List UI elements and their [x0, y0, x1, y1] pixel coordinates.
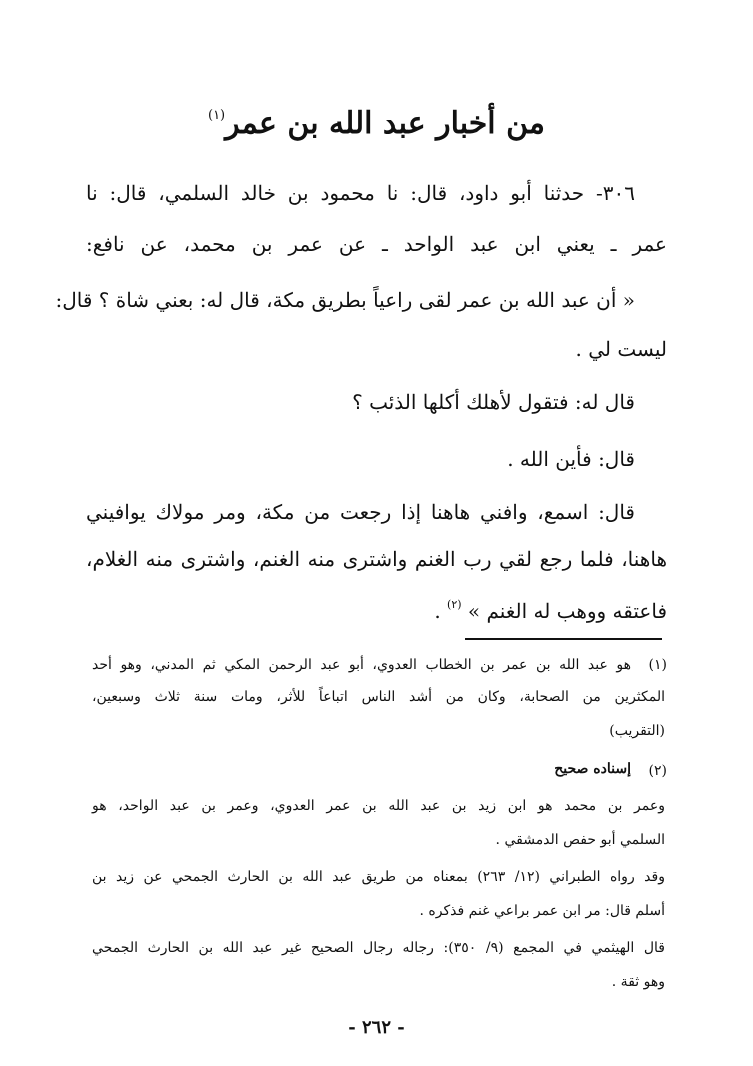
hadith-line: فاعتقه ووهب له الغنم » [467, 599, 667, 623]
page-number: - ٢٦٢ - [348, 1017, 405, 1038]
footnote-separator [465, 638, 662, 640]
footnote-1-line: هو عبد الله بن عمر بن الخطاب العدوي، أبو عبد الرحمن المكي ثم المدني، وهو أحد [92, 657, 631, 673]
title-footnote-mark: (١) [207, 108, 226, 123]
hadith-last-line [86, 590, 667, 626]
hadith-line: ليست لي . [575, 337, 667, 361]
hadith-line: ٣٠٦- حدثنا أبو داود، قال: نا محمود بن خالد السلمي، قال: نا [86, 181, 635, 205]
footnote-2-line: أسلم قال: مر ابن عمر براعي غنم فذكره . [419, 903, 665, 919]
hadith-line: عمر ـ يعني ابن عبد الواحد ـ عن عمر بن محمد، عن نافع: [86, 232, 667, 256]
page-title [0, 96, 753, 144]
footnote-2-line: وهو ثقة . [611, 974, 665, 990]
footnote-2-line: قال الهيثمي في المجمع (٩/ ٣٥٠): رجاله رجال الصحيح غير عبد الله بن الحارث الجمحي [92, 940, 665, 956]
hadith-line: قال له: فتقول لأهلك أكلها الذئب ؟ [352, 390, 635, 414]
footnote-2-line: وقد رواه الطبراني (١٢/ ٢٦٣) بمعناه من طريق عبد الله بن الحارث الجمحي عن زيد بن [92, 869, 665, 885]
title-text: من أخبار عبد الله بن عمر [225, 106, 545, 141]
hadith-line: قال: اسمع، وافني هاهنا إذا رجعت من مكة، ومر مولاك يوافيني [86, 500, 635, 524]
hadith-line: « أن عبد الله بن عمر لقى راعياً بطريق مكة، قال له: بعني شاة ؟ قال: [55, 288, 635, 312]
footnote-1-number: (١) [648, 657, 667, 673]
hadith-end-dot: . [434, 599, 441, 623]
footnote-2-line: وعمر بن محمد هو ابن زيد بن عبد الله بن عمر العدوي، وعمر بن عبد الواحد، هو [92, 798, 665, 814]
footnote-2-heading: إسناده صحيح [554, 761, 631, 777]
footnote-1-line: المكثرين من الصحابة، وكان من أشد الناس اتباعاً للأثر، ومات سنة ثلاث وسبعين، [92, 689, 665, 705]
footnote-1-source: (التقريب) [609, 723, 665, 739]
footnote-2-number: (٢) [648, 763, 667, 779]
footnote-2-line: السلمي أبو حفص الدمشقي . [495, 832, 665, 848]
hadith-line: قال: فأين الله . [507, 447, 635, 471]
hadith-footnote-mark: (٢) [447, 598, 462, 611]
hadith-line: هاهنا، فلما رجع لقي رب الغنم واشترى منه الغنم، واشترى منه الغلام، [86, 547, 667, 571]
